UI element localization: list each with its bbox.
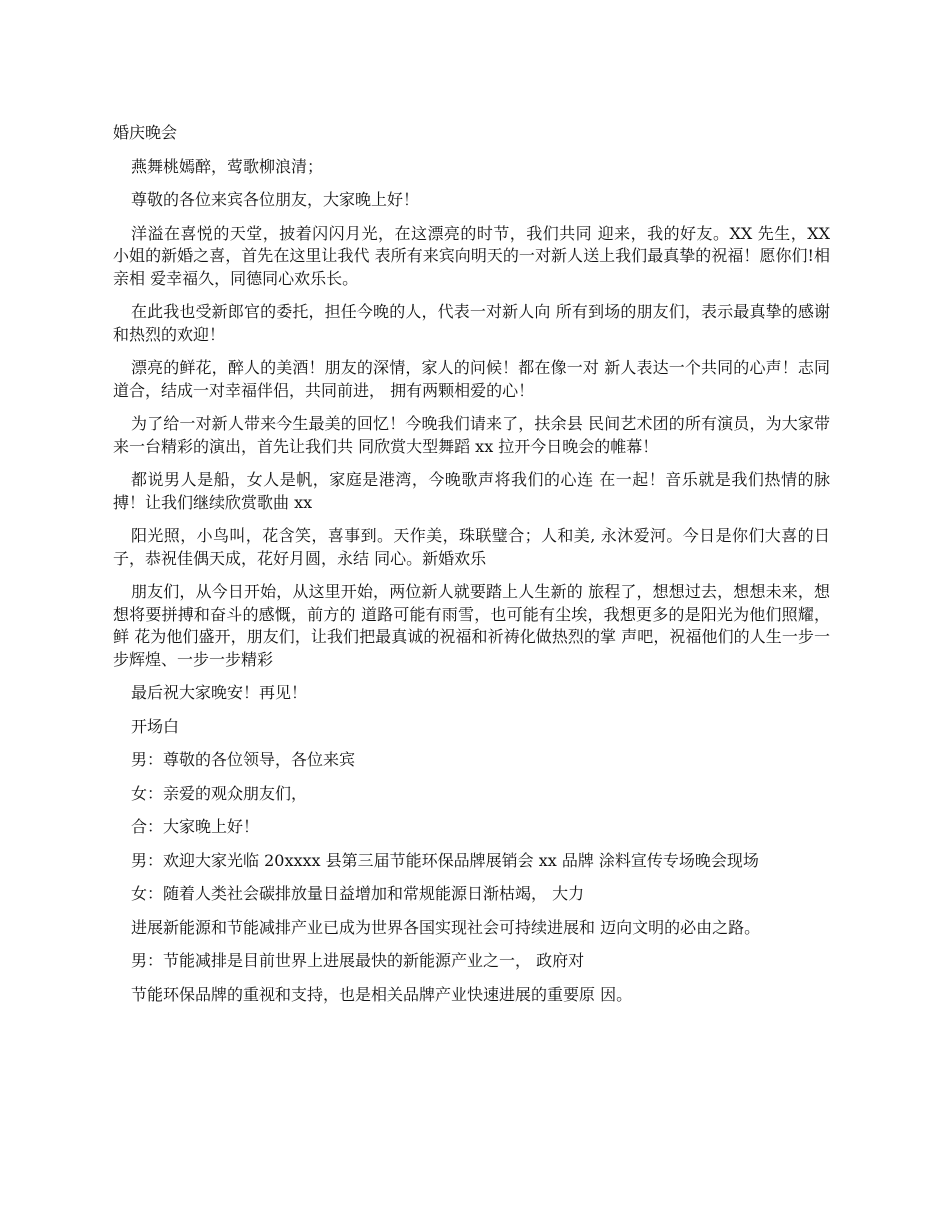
paragraph: 洋溢在喜悦的天堂，披着闪闪月光，在这漂亮的时节，我们共同 迎来，我的好友。XX 先生，XX 小姐的新婚之喜，首先在这里让我代 表所有来宾向明天的一对新人送上我们最真挚的祝福！愿你们!相亲相 爱幸福久，同德同心欢乐长。 xyxy=(113,223,830,288)
paragraph: 男：尊敬的各位领导，各位来宾 xyxy=(131,750,356,769)
paragraph: 合：大家晚上好！ xyxy=(131,817,260,836)
paragraph: 漂亮的鲜花，醉人的美酒！朋友的深情，家人的问候！都在像一对 新人表达一个共同的心声！志同道合，结成一对幸福伴侣，共同前进， 拥有两颗相爱的心！ xyxy=(113,358,830,400)
paragraph: 尊敬的各位来宾各位朋友，大家晚上好！ xyxy=(131,190,420,209)
paragraph: 进展新能源和节能减排产业已成为世界各国实现社会可持续进展和 迈向文明的必由之路。 xyxy=(131,917,761,937)
paragraph: 节能环保品牌的重视和支持，也是相关品牌产业快速进展的重要原 因。 xyxy=(131,984,633,1004)
paragraph: 开场白 xyxy=(131,716,180,736)
paragraph: 朋友们，从今日开始，从这里开始，两位新人就要踏上人生新的 旅程了，想想过去，想想未来，想想将要拼搏和奋斗的感慨，前方的 道路可能有雨雪，也可能有尘埃，我想更多的是阳光为他们照耀，鲜 花为他们盛开，朋友们，让我们把最真诚的祝福和祈祷化做热烈的掌 声吧，祝福他们的人生一步一步辉煌、一步一步精彩 xyxy=(113,582,830,669)
paragraph: 为了给一对新人带来今生最美的回忆！今晚我们请来了，扶余县 民间艺术团的所有演员，为大家带来一台精彩的演出，首先让我们共 同欣赏大型舞蹈 xx 拉开今日晚会的帷幕！ xyxy=(113,414,830,456)
paragraph: 最后祝大家晚安！再见！ xyxy=(131,683,308,702)
document-page xyxy=(113,122,830,1017)
paragraph: 女：亲爱的观众朋友们， xyxy=(131,783,308,803)
paragraph: 男：欢迎大家光临 20xxxx 县第三届节能环保品牌展销会 xx 品牌 涂料宣传专场晚会现场 xyxy=(131,850,759,870)
paragraph: 阳光照，小鸟叫，花含笑，喜事到。天作美，珠联璧合；人和美, 永沐爱河。今日是你们大喜的日子，恭祝佳偶天成，花好月圆，永结 同心。新婚欢乐 xyxy=(113,526,830,568)
paragraph: 都说男人是船，女人是帆，家庭是港湾，今晚歌声将我们的心连 在一起！音乐就是我们热情的脉搏！让我们继续欣赏歌曲 xx xyxy=(113,470,830,512)
paragraph: 在此我也受新郎官的委托，担任今晚的人，代表一对新人向 所有到场的朋友们，表示最真挚的感谢和热烈的欢迎！ xyxy=(113,302,830,344)
paragraph: 燕舞桃嫣醉，莺歌柳浪清； xyxy=(131,156,324,176)
paragraph: 女：随着人类社会碳排放量日益增加和常规能源日渐枯竭， 大力 xyxy=(131,884,585,903)
document-title: 婚庆晚会 xyxy=(113,123,178,142)
paragraph: 男：节能减排是目前世界上进展最快的新能源产业之一， 政府对 xyxy=(131,951,585,970)
